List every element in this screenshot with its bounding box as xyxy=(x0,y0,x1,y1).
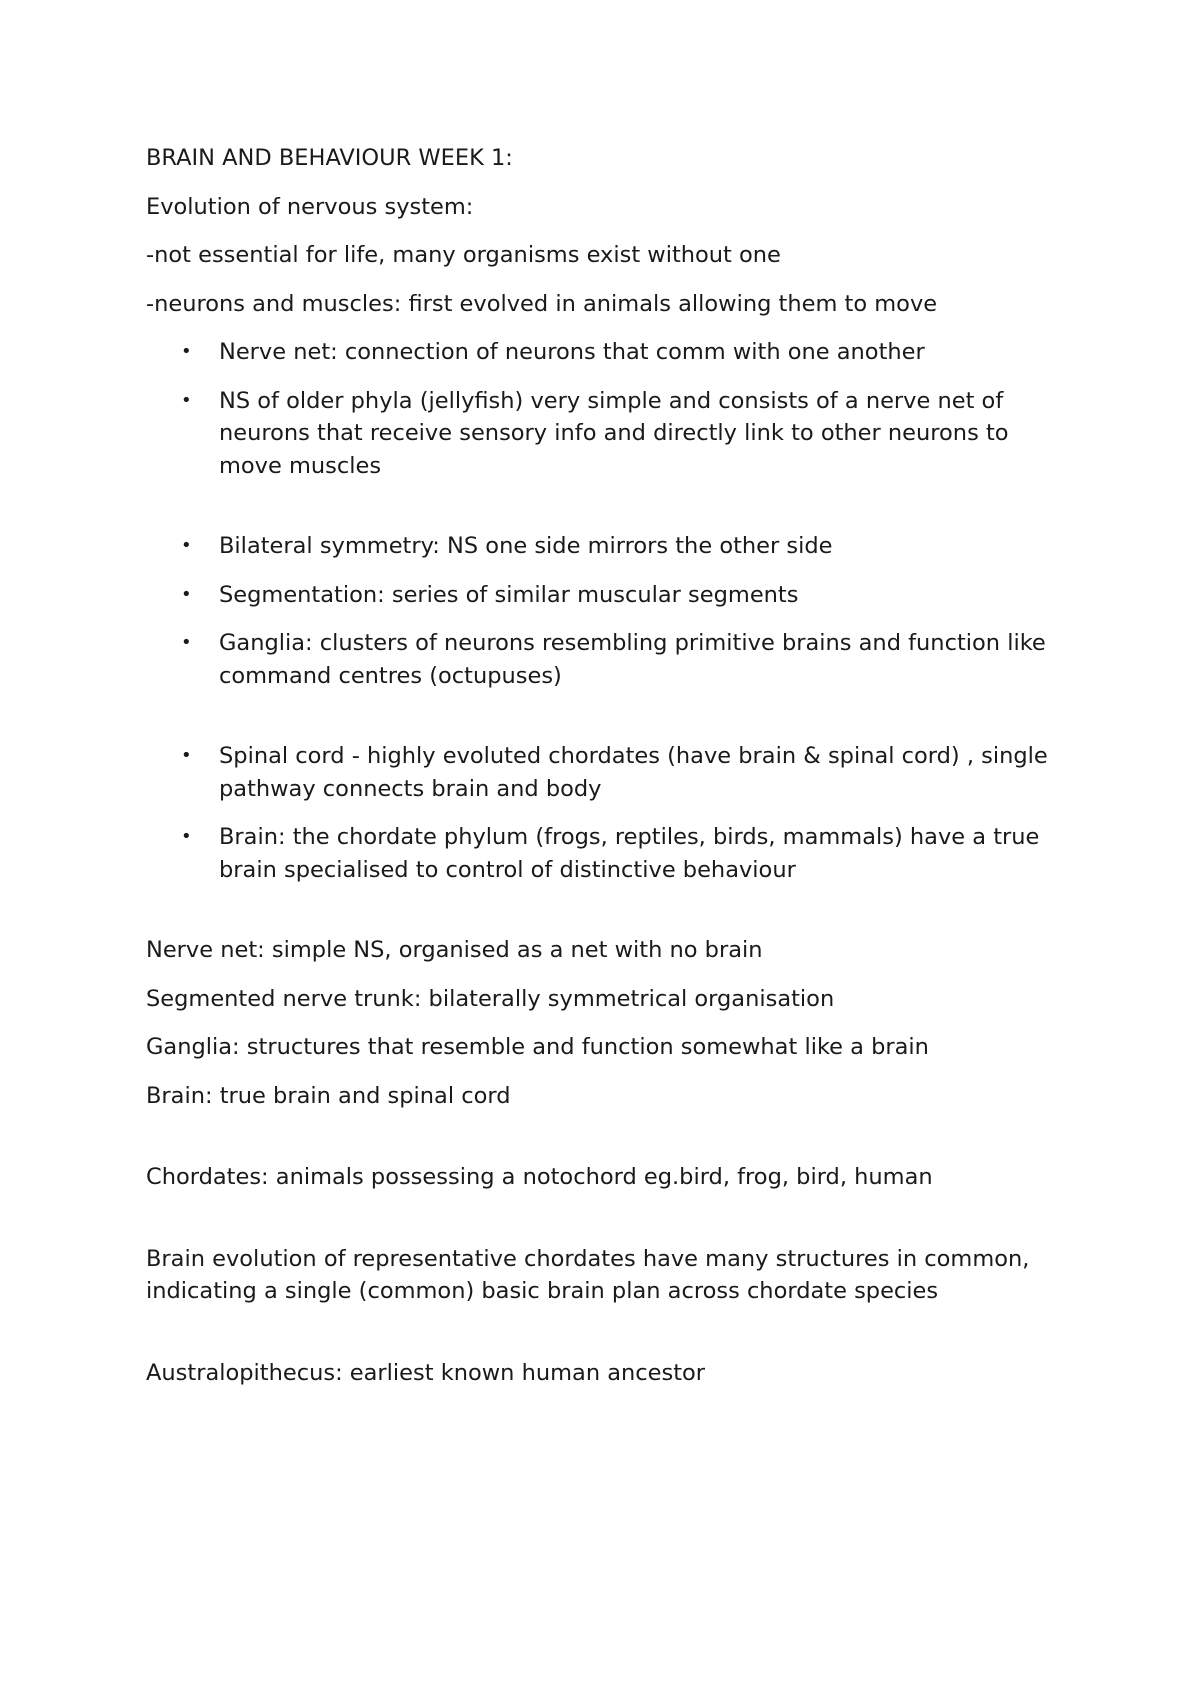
bullet-text: NS of older phyla (jellyfish) very simple and consists of a nerve net of neurons that receive sensory info and directly link to other neurons to move muscles xyxy=(219,387,1009,479)
intro-line: -not essential for life, many organisms exist without one xyxy=(146,242,781,268)
blank-line xyxy=(146,1324,1056,1357)
definition-line: Brain: true brain and spinal cord xyxy=(146,1082,511,1109)
australopithecus-line: Australopithecus: earliest known human ancestor xyxy=(146,1359,706,1386)
bullet-icon: • xyxy=(181,745,192,766)
document-body xyxy=(146,142,1056,1405)
bullet-icon: • xyxy=(181,341,192,362)
bullet-list xyxy=(146,530,1056,692)
brain-evolution-line: Brain evolution of representative chordates have many structures in common, indicating a single (common) basic brain plan across chordate species xyxy=(146,1245,1030,1304)
bullet-text: Nerve net: connection of neurons that comm with one another xyxy=(219,339,925,365)
bullet-item xyxy=(146,579,1056,612)
bullet-text: Brain: the chordate phylum (frogs, reptiles, birds, mammals) have a true brain specialised to control of distinctive behaviour xyxy=(219,824,1040,883)
blank-line xyxy=(146,708,1056,740)
section-heading: Evolution of nervous system: xyxy=(146,193,474,220)
bullet-item xyxy=(146,336,1056,369)
bullet-icon: • xyxy=(181,583,192,605)
bullet-item xyxy=(146,530,1056,563)
document-title: BRAIN AND BEHAVIOUR WEEK 1: xyxy=(146,145,513,171)
intro-line: -neurons and muscles: first evolved in animals allowing them to move xyxy=(146,290,938,317)
definition-line: Segmented nerve trunk: bilaterally symmetrical organisation xyxy=(146,985,835,1012)
definition-line: Ganglia: structures that resemble and function somewhat like a brain xyxy=(146,1034,929,1060)
definition-line: Nerve net: simple NS, organised as a net with no brain xyxy=(146,937,763,963)
blank-line xyxy=(146,902,1056,934)
bullet-text: Ganglia: clusters of neurons resembling primitive brains and function like command centres (octupuses) xyxy=(219,630,1046,689)
bullet-icon: • xyxy=(181,389,192,411)
chordates-line: Chordates: animals possessing a notochord eg.bird, frog, bird, human xyxy=(146,1164,933,1190)
bullet-icon: • xyxy=(181,826,192,847)
bullet-list xyxy=(146,740,1056,886)
bullet-item xyxy=(146,821,1056,886)
blank-line xyxy=(146,1128,1056,1161)
blank-line xyxy=(146,498,1056,530)
bullet-text: Spinal cord - highly evoluted chordates (have brain & spinal cord) , single pathway connects brain and body xyxy=(219,743,1048,802)
bullet-icon: • xyxy=(181,535,192,556)
bullet-list xyxy=(146,336,1056,482)
bullet-text: Segmentation: series of similar muscular segments xyxy=(219,581,799,608)
bullet-icon: • xyxy=(181,632,192,653)
bullet-item xyxy=(146,385,1056,483)
blank-line xyxy=(146,1210,1056,1243)
bullet-item xyxy=(146,627,1056,692)
bullet-text: Bilateral symmetry: NS one side mirrors the other side xyxy=(219,533,833,559)
bullet-item xyxy=(146,740,1056,805)
